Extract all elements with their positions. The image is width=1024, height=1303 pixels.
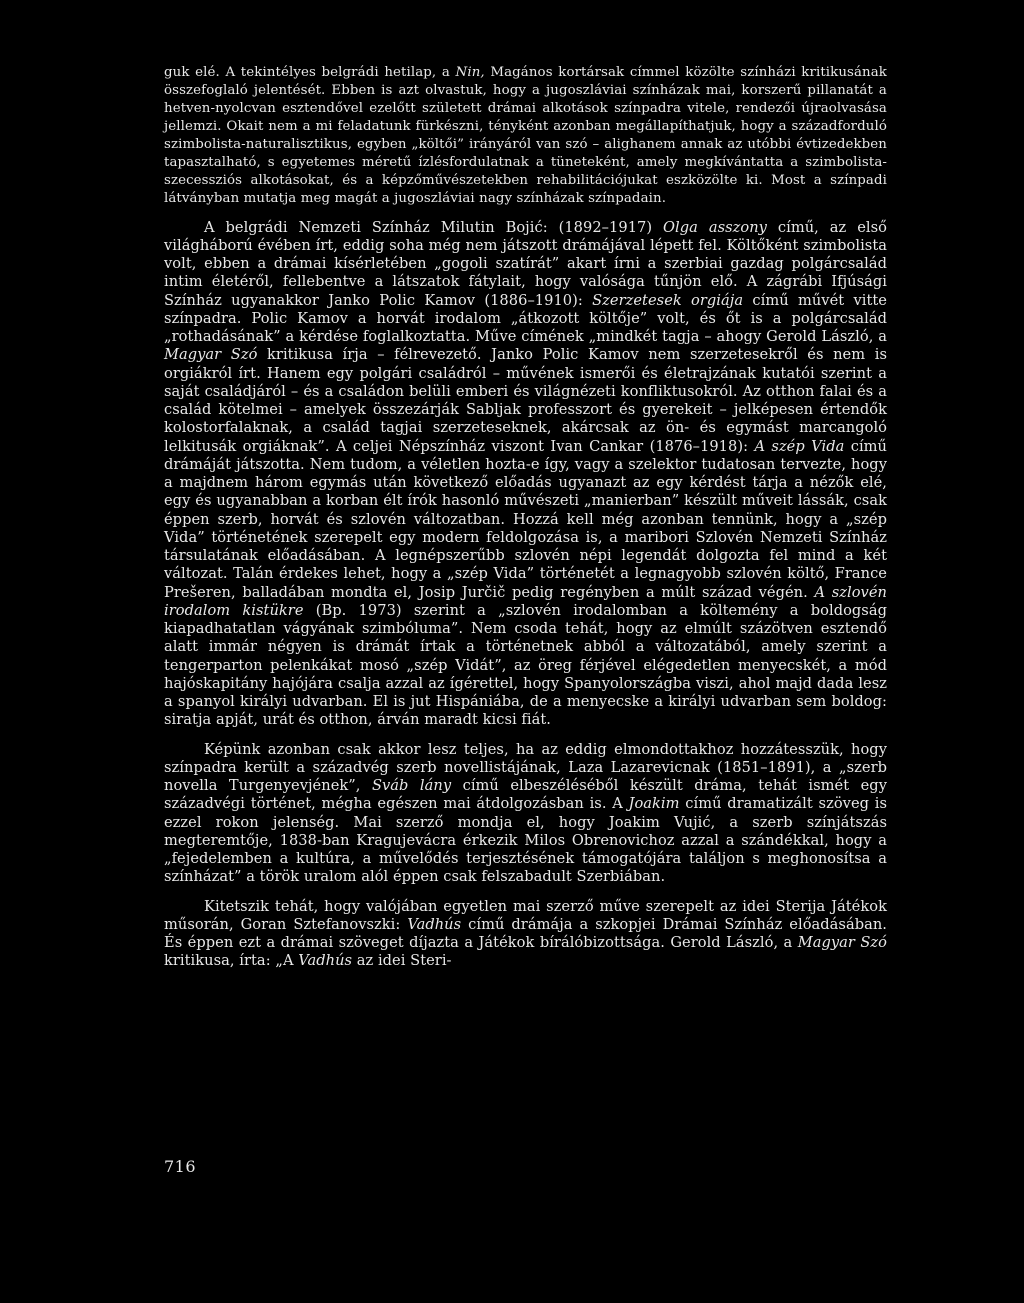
text-run: az idei Steri- xyxy=(352,952,452,970)
italic-title: Sváb lány xyxy=(371,777,452,795)
text-run: (Bp. 1973) szerint a „szlovén irodalomban a költemény a boldogság kiapadhatatlan vágyának szimbóluma”. Nem csoda tehát, hogy az elmúlt százötven esztendő alatt immár négyen is drámát írtak a történetnek abból a változatából, amely szerint a tengerparton pelenkákat mosó „szép Vidát”, az öreg férjével elégedetlen menyecskét, a mód hajóskapitány hajójára csalja azzal az ígérettel, hogy Spanyolországba viszi, ahol majd dada lesz a spanyol királyi udvarban. El is jut Hispániába, de a menyecske a királyi udvarban sem boldog: siratja apját, urát és otthon, árván maradt kicsi fiát. xyxy=(164,601,887,729)
text-run: Képünk azonban csak akkor lesz teljes, ha az eddig elmondottakhoz hozzátesszük, hogy színpadra került a századvég szerb novellistájának, Laza Lazarevicnak (1851–1891), a „szerb novella Turgenyevjének”, xyxy=(164,740,887,795)
text-run: című művét vitte színpadra. Polic Kamov a horvát irodalom „átkozott költője” volt, és őt is a polgárcsalád „rothadásának” a kérdése foglalkoztatta. Műve címének „mindkét tagja – ahogy Gerold László, a xyxy=(164,291,887,346)
text-run: guk elé. A tekintélyes belgrádi hetilap, a xyxy=(164,65,456,80)
text-run: című, az első világháború évében írt, eddig soha még nem játszott drámájával lépett fel. Költőként szimbolista volt, ebben a drámai kísérletében „gogoli szatírát” akart írni a szerbiai gazdag polgárcsalád intim életéről, fellebentve a látszatok fátylait, hogy valósága tűnjön elő. A zágrábi Ifjúsági Színház ugyanakkor Janko Polic Kamov (1886–1910): xyxy=(164,218,887,309)
text-run: kritikusa, írta: „A xyxy=(164,952,299,970)
italic-title: Vadhús xyxy=(298,952,353,970)
paragraph xyxy=(164,898,887,971)
italic-title: A szlovén irodalom kistükre xyxy=(164,583,887,619)
text-run: című elbeszéléséből készült dráma, tehát ismét egy századvégi történet, mégha egészen mai átdolgozásban is. A xyxy=(164,777,887,813)
text-run: című dramatizált szöveg is ezzel rokon jelenség. Mai szerző mondja el, hogy Joakim Vujić, a szerb színjátszás megteremtője, 1838-ban Kragujevácra érkezik Milos Obrenovichoz azzal a szándékkal, hogy a „fejedelemben a kultúra, a művelődés terjesztésének támogatójára találjon s meghonosítsa a színházat” a török uralom alól éppen csak felszabadult Szerbiában. xyxy=(164,795,887,886)
text-run: című drámáját játszotta. Nem tudom, a véletlen hozta-e így, vagy a szelektor tudatosan tervezte, hogy a majdnem három egymás után következő előadás ugyanazt az egy kérdést tárja a nézők elé, egy és ugyanabban a korban élt írók hasonló művészeti „manierban” készült műveit lássák, csak éppen szerb, horvát és szlovén változatban. Hozzá kell még azonban tennünk, hogy a „szép Vida” történetének szerepelt egy modern feldolgozása is, a maribori Szlovén Nemzeti Színház társulatának előadásában. A legnépszerűbb szlovén népi legendát dolgozta fel mind a két változat. Talán érdekes lehet, hogy a „szép Vida” történetét a legnagyobb szlovén költő, France Prešeren, balladában mondta el, Josip Jurčič pedig regényben a múlt század végén. xyxy=(164,437,887,601)
text-run: Kitetszik tehát, hogy valójában egyetlen mai szerző műve szerepelt az idei Sterija Játékok műsorán, Goran Sztefanovszki: xyxy=(164,897,887,933)
italic-title: Szerzetesek orgiája xyxy=(592,291,744,309)
text-run: Magános kortársak címmel közölte színházi kritikusának összefoglaló jelentését. Ebben is azt olvastuk, hogy a jugoszláviai színházak mai, korszerű pillanatát a hetven-nyolcvan esztendővel ezelőtt született drámai alkotások színpadra vitele, rendezői újraolvasása jellemzi. Okait nem a mi feladatunk fürkészni, tényként azonban megállapíthatjuk, hogy a századforduló szimbolista-naturalisztikus, egyben „költői” irányáról van szó – alighanem annak az utóbbi évtizedekben tapasztalható, s egyetemes méretű ízlésfordulatnak a tüneteként, amely megkívántatta a szimbolista-szecessziós alkotásokat, és a képzőművészetekben rehabilitációjukat eszközölte ki. Most a színpadi látványban mutatja meg magát a jugoszláviai nagy színházak színpadain. xyxy=(164,65,887,206)
italic-title: Joakim xyxy=(628,795,680,813)
italic-title: A szép Vida xyxy=(754,437,845,455)
page-body xyxy=(164,64,887,971)
italic-title: Vadhús xyxy=(407,915,462,933)
text-run: kritikusa írja – félrevezető. Janko Polic Kamov nem szerzetesekről és nem is orgiákról írt. Hanem egy polgári családról – művének ismerői és életrajzának kutatói szerint a saját családjáról – és a családon belüli emberi és világnézeti konfliktusokról. Az otthon falai és a család kötelmei – amelyek összezárják Sabljak professzort és gyerekeit – jelképesen értendők kolostorfalaknak, a család tagjai szerzeteseknek, akárcsak az ön- és egymást marcangoló lelkitusák orgiáknak”. A celjei Népszínház viszont Ivan Cankar (1876–1918): xyxy=(164,346,887,455)
italic-title: Nin, xyxy=(455,65,485,80)
text-run: A belgrádi Nemzeti Színház Milutin Bojić: (1892–1917) xyxy=(204,218,664,236)
paragraph xyxy=(164,741,887,887)
paragraph xyxy=(164,219,887,730)
italic-title: Magyar Szó xyxy=(164,346,258,364)
italic-title: Magyar Szó xyxy=(797,934,887,952)
paragraph xyxy=(164,64,887,208)
text-run: című drámája a szkopjei Drámai Színház előadásában. És éppen ezt a drámai szöveget díjazta a Játékok bírálóbizottsága. Gerold László, a xyxy=(164,915,887,952)
italic-title: Olga asszony xyxy=(663,218,767,236)
page-number: 716 xyxy=(164,1157,197,1176)
